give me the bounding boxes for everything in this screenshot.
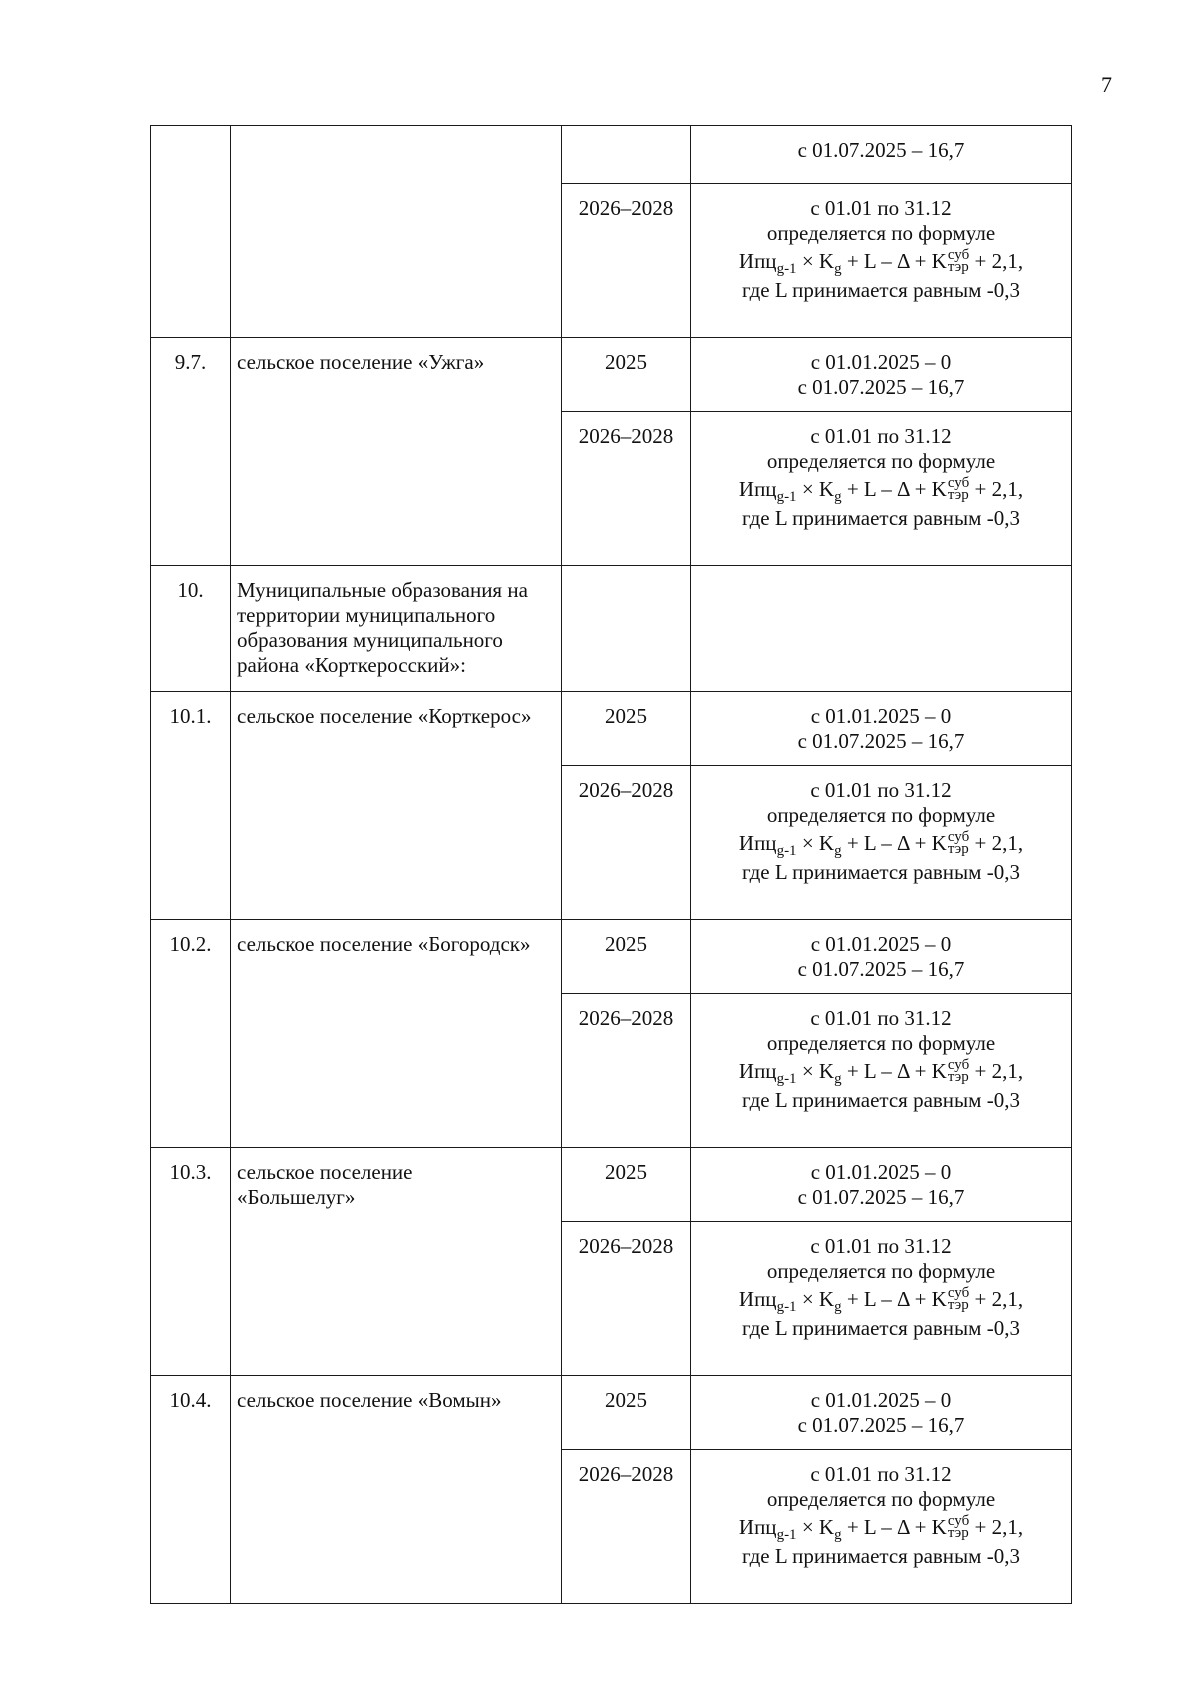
formula-ipc-sub: g-1 xyxy=(776,489,797,506)
period-cell xyxy=(691,338,1072,412)
settlement-name: сельское поселение «Ужга» xyxy=(231,338,562,566)
row-number: 10.1. xyxy=(151,692,231,920)
formula-k-sup: суб xyxy=(947,1057,970,1074)
year-cell: 2026–2028 xyxy=(562,412,691,566)
formula-k-sub: g xyxy=(834,843,842,860)
formula-k-sub2: тэр xyxy=(947,487,969,504)
table-row xyxy=(151,566,1072,692)
year-cell: 2025 xyxy=(562,1376,691,1450)
year-cell: 2025 xyxy=(562,1148,691,1222)
period-line: с 01.07.2025 – 16,7 xyxy=(797,729,965,753)
formula-line-1: с 01.01 по 31.12 xyxy=(810,1234,952,1258)
period-line: с 01.07.2025 – 16,7 xyxy=(797,1185,965,1209)
formula-line-1: с 01.01 по 31.12 xyxy=(810,196,952,220)
group-heading: Муниципальные образования на территории муниципального образования муниципального района «Корткеросский»: xyxy=(231,566,562,692)
period-cell xyxy=(691,566,1072,692)
formula-line-1: с 01.01 по 31.12 xyxy=(810,424,952,448)
formula-middle: + L – Δ + K xyxy=(841,477,947,501)
row-number: 10.2. xyxy=(151,920,231,1148)
year-cell xyxy=(562,126,691,184)
year-cell: 2026–2028 xyxy=(562,766,691,920)
row-number: 10. xyxy=(151,566,231,692)
period-line: с 01.01.2025 – 0 xyxy=(810,932,952,956)
formula-k-sup: суб xyxy=(947,829,970,846)
formula-ipc-sub: g-1 xyxy=(776,261,797,278)
formula-times-k: × K xyxy=(796,477,835,501)
formula-tail: + 2,1, xyxy=(969,831,1024,855)
formula-ipc: Ипц xyxy=(738,1059,777,1083)
formula-ipc: Ипц xyxy=(738,1515,777,1539)
period-cell xyxy=(691,692,1072,766)
formula-middle: + L – Δ + K xyxy=(841,1515,947,1539)
formula-k-sup: суб xyxy=(947,247,970,264)
formula-k-sub: g xyxy=(834,489,842,506)
formula-times-k: × K xyxy=(796,1059,835,1083)
formula-times-k: × K xyxy=(796,249,835,273)
formula-cell xyxy=(691,1450,1072,1604)
formula-middle: + L – Δ + K xyxy=(841,249,947,273)
formula-line-4: где L принимается равным -0,3 xyxy=(742,506,1020,531)
formula-k-indices xyxy=(947,475,970,504)
formula-middle: + L – Δ + K xyxy=(841,1287,947,1311)
formula-line-2: определяется по формуле xyxy=(766,1031,996,1055)
formula-cell xyxy=(691,1222,1072,1376)
formula-k-indices xyxy=(947,829,970,858)
row-number: 10.3. xyxy=(151,1148,231,1376)
row-number: 10.4. xyxy=(151,1376,231,1604)
formula-cell xyxy=(691,766,1072,920)
table-row xyxy=(151,338,1072,412)
year-cell: 2025 xyxy=(562,692,691,766)
formula-times-k: × K xyxy=(796,831,835,855)
table-row xyxy=(151,1148,1072,1222)
period-cell xyxy=(691,1148,1072,1222)
settlement-name: сельское поселение «Богородск» xyxy=(231,920,562,1148)
formula-k-sup: суб xyxy=(947,1513,970,1530)
year-cell: 2025 xyxy=(562,338,691,412)
formula-k-sup: суб xyxy=(947,1285,970,1302)
table-row xyxy=(151,1376,1072,1450)
formula-tail: + 2,1, xyxy=(969,1287,1024,1311)
formula-line-4: где L принимается равным -0,3 xyxy=(742,278,1020,303)
period-line: с 01.07.2025 – 16,7 xyxy=(797,138,965,162)
settlement-name: сельское поселение «Вомын» xyxy=(231,1376,562,1604)
formula-tail: + 2,1, xyxy=(969,1059,1024,1083)
formula-k-sup: суб xyxy=(947,475,970,492)
period-cell xyxy=(691,1376,1072,1450)
formula-line-1: с 01.01 по 31.12 xyxy=(810,778,952,802)
formula-cell xyxy=(691,184,1072,338)
formula-ipc-sub: g-1 xyxy=(776,1299,797,1316)
formula-k-sub2: тэр xyxy=(947,1525,969,1542)
table-row xyxy=(151,692,1072,766)
formula-tail: + 2,1, xyxy=(969,477,1024,501)
formula-cell xyxy=(691,994,1072,1148)
formula-middle: + L – Δ + K xyxy=(841,1059,947,1083)
page-number: 7 xyxy=(1101,72,1112,97)
formula-k-sub2: тэр xyxy=(947,1297,969,1314)
formula-tail: + 2,1, xyxy=(969,1515,1024,1539)
formula-line-4: где L принимается равным -0,3 xyxy=(742,1088,1020,1113)
period-cell xyxy=(691,920,1072,994)
formula-expression xyxy=(691,247,1071,278)
formula-line-4: где L принимается равным -0,3 xyxy=(742,860,1020,885)
year-cell: 2025 xyxy=(562,920,691,994)
name-cell xyxy=(231,126,562,338)
formula-ipc: Ипц xyxy=(738,477,777,501)
formula-cell xyxy=(691,412,1072,566)
formula-k-sub: g xyxy=(834,1527,842,1544)
formula-k-indices xyxy=(947,1513,970,1542)
table-row xyxy=(151,126,1072,184)
formula-expression xyxy=(691,475,1071,506)
formula-times-k: × K xyxy=(796,1515,835,1539)
settlement-name: сельское поселение «Большелуг» xyxy=(231,1148,562,1376)
period-line: с 01.07.2025 – 16,7 xyxy=(797,375,965,399)
formula-k-sub2: тэр xyxy=(947,841,969,858)
formula-line-2: определяется по формуле xyxy=(766,449,996,473)
period-line: с 01.07.2025 – 16,7 xyxy=(797,957,965,981)
formula-expression xyxy=(691,1513,1071,1544)
formula-middle: + L – Δ + K xyxy=(841,831,947,855)
formula-ipc-sub: g-1 xyxy=(776,843,797,860)
formula-ipc: Ипц xyxy=(738,1287,777,1311)
period-line: с 01.07.2025 – 16,7 xyxy=(797,1413,965,1437)
tariff-table xyxy=(150,125,1072,1604)
formula-k-sub: g xyxy=(834,1071,842,1088)
formula-k-sub: g xyxy=(834,1299,842,1316)
formula-times-k: × K xyxy=(796,1287,835,1311)
table-row xyxy=(151,920,1072,994)
year-cell: 2026–2028 xyxy=(562,994,691,1148)
formula-ipc-sub: g-1 xyxy=(776,1527,797,1544)
year-cell xyxy=(562,566,691,692)
formula-k-indices xyxy=(947,1057,970,1086)
formula-ipc: Ипц xyxy=(738,249,777,273)
formula-line-2: определяется по формуле xyxy=(766,1259,996,1283)
formula-k-sub: g xyxy=(834,261,842,278)
period-line: с 01.01.2025 – 0 xyxy=(810,1160,952,1184)
formula-k-sub2: тэр xyxy=(947,259,969,276)
period-cell xyxy=(691,126,1072,184)
row-number: 9.7. xyxy=(151,338,231,566)
formula-expression xyxy=(691,1285,1071,1316)
formula-ipc: Ипц xyxy=(738,831,777,855)
formula-line-1: с 01.01 по 31.12 xyxy=(810,1006,952,1030)
formula-k-sub2: тэр xyxy=(947,1069,969,1086)
formula-line-2: определяется по формуле xyxy=(766,221,996,245)
period-line: с 01.01.2025 – 0 xyxy=(810,704,952,728)
formula-line-1: с 01.01 по 31.12 xyxy=(810,1462,952,1486)
formula-expression xyxy=(691,829,1071,860)
formula-k-indices xyxy=(947,247,970,276)
period-line: с 01.01.2025 – 0 xyxy=(810,1388,952,1412)
year-cell: 2026–2028 xyxy=(562,184,691,338)
formula-k-indices xyxy=(947,1285,970,1314)
formula-tail: + 2,1, xyxy=(969,249,1024,273)
year-cell: 2026–2028 xyxy=(562,1222,691,1376)
formula-line-2: определяется по формуле xyxy=(766,1487,996,1511)
settlement-name: сельское поселение «Корткерос» xyxy=(231,692,562,920)
num-cell xyxy=(151,126,231,338)
year-cell: 2026–2028 xyxy=(562,1450,691,1604)
formula-expression xyxy=(691,1057,1071,1088)
formula-line-2: определяется по формуле xyxy=(766,803,996,827)
formula-ipc-sub: g-1 xyxy=(776,1071,797,1088)
period-line: с 01.01.2025 – 0 xyxy=(810,350,952,374)
formula-line-4: где L принимается равным -0,3 xyxy=(742,1316,1020,1341)
formula-line-4: где L принимается равным -0,3 xyxy=(742,1544,1020,1569)
